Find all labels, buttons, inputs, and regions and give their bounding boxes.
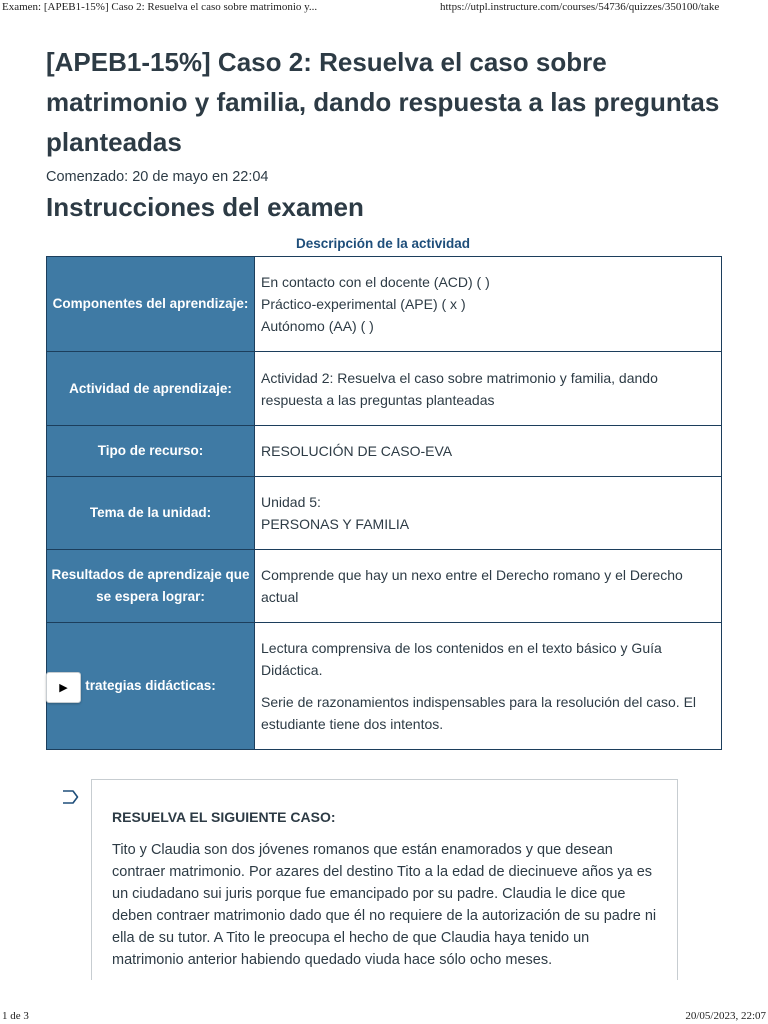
row-value [255, 477, 722, 550]
row-label: Tema de la unidad: [47, 477, 255, 550]
row-value [255, 623, 722, 750]
instructions-heading: Instrucciones del examen [46, 192, 364, 222]
table-row [47, 550, 722, 623]
row-value-paragraph: Lectura comprensiva de los contenidos en el texto básico y Guía Didáctica. [261, 640, 662, 678]
print-header-url: https://utpl.instructure.com/courses/54736/quizzes/350100/take [440, 1, 720, 13]
play-button[interactable] [46, 672, 81, 703]
row-value-line: Comprende que hay un nexo entre el Derecho romano y el Derecho actual [261, 567, 683, 605]
row-value [255, 257, 722, 352]
row-label: Resultados de aprendizaje que se espera lograr: [47, 550, 255, 623]
row-value [255, 352, 722, 426]
table-row [47, 257, 722, 352]
row-value [255, 550, 722, 623]
quiz-title: [APEB1-15%] Caso 2: Resuelva el caso sobre matrimonio y familia, dando respuesta a las preguntas planteadas [46, 47, 720, 157]
row-label: Actividad de aprendizaje: [47, 352, 255, 426]
table-row [47, 426, 722, 477]
row-label: Componentes del aprendizaje: [47, 257, 255, 352]
print-footer [0, 1010, 768, 1024]
page-number: 1 de 3 [2, 1010, 29, 1022]
flag-outline-icon[interactable] [62, 790, 79, 804]
row-value-line: Unidad 5: [261, 494, 321, 510]
question-text: Tito y Claudia son dos jóvenes romanos que están enamorados y que desean contraer matrimonio. Por azares del destino Tito a la edad de diecinueve años ya es un ciudadano sui juris porque fue emancipado por su padre. Claudia le dice que deben contraer matrimonio dado que él no requiere de la autorización de su padre ni ella de su tutor. A Tito le preocupa el hecho de que Claudia haya tenido un matrimonio anterior habiendo quedado viuda hace sólo ocho meses. [112, 842, 657, 968]
print-header [0, 0, 768, 16]
row-label: trategias didácticas: [47, 623, 255, 750]
row-value-line: Práctico-experimental (APE) ( x ) [261, 296, 466, 312]
row-value-paragraph: Serie de razonamientos indispensables para la resolución del caso. El estudiante tiene dos intentos. [261, 694, 697, 732]
row-value [255, 426, 722, 477]
row-value-line: RESOLUCIÓN DE CASO-EVA [261, 443, 453, 459]
started-timestamp: Comenzado: 20 de mayo en 22:04 [46, 169, 269, 185]
row-value-line: PERSONAS Y FAMILIA [261, 516, 410, 532]
table-row [47, 477, 722, 550]
print-datetime: 20/05/2023, 22:07 [685, 1010, 766, 1022]
print-header-title: Examen: [APEB1-15%] Caso 2: Resuelva el caso sobre matrimonio y... [2, 1, 318, 13]
table-row [47, 352, 722, 426]
row-value-line: Autónomo (AA) ( ) [261, 318, 374, 334]
row-value-line: Actividad 2: Resuelva el caso sobre matrimonio y familia, dando respuesta a las preguntas planteadas [261, 369, 658, 408]
table-caption: Descripción de la actividad [295, 236, 471, 251]
table-row [47, 623, 722, 750]
activity-description-table [46, 256, 722, 750]
row-label: Tipo de recurso: [47, 426, 255, 477]
play-icon: ▶ [59, 682, 68, 694]
row-value-line: En contacto con el docente (ACD) ( ) [261, 274, 490, 290]
question-heading: RESUELVA EL SIGUIENTE CASO: [112, 809, 336, 825]
question-box [91, 779, 678, 980]
